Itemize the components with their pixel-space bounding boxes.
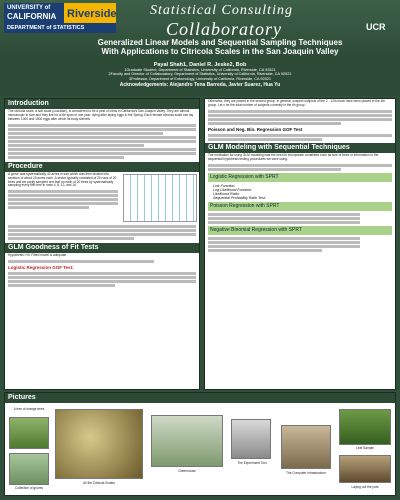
text-line [8,152,196,155]
pictures-section [4,392,396,496]
photo-orange-tree [9,417,49,449]
center-name-line-2: Collaboratory [166,19,283,39]
left-column [4,98,200,390]
text-line [8,284,115,287]
right-column [204,98,396,390]
logistic-sprt-subheading: Logistic Regression with SPRT [208,173,392,182]
gof-heading: GLM Goodness of Fit Tests [5,243,199,253]
text-line [8,229,196,232]
affiliation-2: 2Faculty and Director of Collaboratory, Department of Statistics, University of California, Riverside, CA 92521 [108,72,292,77]
gof-hypothesis: Hypothesis: H0: Fitted model is adequate [8,252,67,257]
text-line [208,164,392,167]
caption-groves: Collection of groves [15,486,43,490]
caption-orange-tree: A tree of orange trees [13,407,45,411]
introduction-heading: Introduction [5,99,199,109]
photo-greenhouse [151,415,223,467]
poisson-gof-subheading: Poisson and Neg. Bin. Regression GOF Test [208,126,303,132]
title-line-2: With Applications to Citricola Scales in the San Joaquin Valley [101,47,339,56]
link-function-label: Link Function: [213,183,236,188]
author-band [0,60,400,96]
text-line [8,202,118,205]
text-line [8,124,196,127]
text-line [208,241,360,244]
center-name-line-1: Statistical Consulting [150,3,293,18]
text-line [8,198,118,201]
text-line [208,237,360,240]
negbin-sprt-subheading: Negative Binomial Regression with SPRT [208,226,392,235]
text-line [208,118,392,121]
photo-leaf-sample [339,409,391,445]
caption-citricola-scales: All the Citricola Scales [83,481,115,485]
acknowledgements: Acknowledgements: Alejandro Tena Barreda, Javier Suarez, Hua Yu [119,82,281,89]
text-line [208,110,392,113]
photo-experiment-tool [231,419,271,459]
sprt-label: Sequential Probability Ratio Test: [213,195,266,200]
text-line [208,114,392,117]
campus-name: Riverside [64,3,116,25]
text-line [208,122,341,125]
text-line [208,245,360,248]
introduction-text: The citricola scale, a soft scale (coccidae), is considered to be a pest of citrus in California's San Joaquin Valley. They are almost microscopic in size and they live for a life span of one year, dying after laying eggs in the Spring. Each female citricola scale can lay between 1000 and 1500 eggs after which its body shrivels. [8,109,194,121]
text-line [8,136,196,139]
text-line [208,221,360,224]
log-likelihood-label: Log-Likelihood Function: [213,187,253,192]
affiliation-1: 1Graduate Student, Department of Statistics, University of California, Riverside, CA 92521 [124,68,276,72]
text-line [8,148,196,151]
text-line [8,190,118,193]
photo-pots [339,455,391,483]
poster-header [0,0,400,60]
text-line [8,233,196,236]
text-line [8,225,196,228]
affiliation-3: 3Professor, Department of Entomology, University of California, Riverside, CA 92521 [129,76,271,81]
university-name [4,3,64,25]
text-line [8,132,163,135]
text-line [8,156,124,159]
caption-leaf-sample: Leaf Sample [356,446,374,450]
caption-computer: The Computer Infrastructure [285,471,327,475]
poster-title [60,38,380,56]
text-line [8,280,196,283]
procedure-heading: Procedure [5,162,199,172]
likelihood-ratio-label: Likelihood Ratio: [213,191,240,196]
gof-logistic-subheading: Logistic Regression GOF Test: [8,264,74,270]
poisson-sprt-subheading: Poisson Regression with SPRT [208,202,392,211]
text-line [8,206,89,209]
text-line [208,138,322,141]
university-line-1: UNIVERSITY of [7,5,51,11]
text-line [8,140,196,143]
department-name: DEPARTMENT of STATISTICS [4,23,116,33]
text-line [8,237,134,240]
university-line-2: CALIFORNIA [7,12,57,21]
picture-row [5,405,397,495]
procedure-figure [123,174,197,222]
text-line [8,128,196,131]
text-line [8,144,144,147]
text-line [8,276,196,279]
author-names: Payal Shah1, Daniel R. Jeske2, Bob [153,62,247,68]
pictures-heading: Pictures [5,393,395,403]
procedure-text: A grove was systematically 40 acres in size which was then divided into sections of about 16 acres each. A sector typically consisted of 20 rows of 20 trees and we partly sampled one leaf on each of 20 trees by systematically sampling every fifth tree in rows 4, 8, 12, and 16. [8,171,117,188]
caption-pots: Laying out the pots [351,485,379,489]
intro-continued-text: Otherwise, they are placed in the second group. In general, suspect subjects of the 2 - 12th block have been placed in the 4th group. Let n be the total number of subjects currently in the ith group. [208,99,386,107]
photo-computer [281,425,331,469]
ucr-logo: UCR [366,22,386,32]
title-line-1: Generalized Linear Models and Sequential Sampling Techniques [97,38,343,47]
text-line [208,134,392,137]
text-line [8,194,118,197]
text-line [8,260,154,263]
caption-experiment-tool: The Experiment Tool [237,461,267,465]
caption-greenhouse: Greenhouse [178,469,196,473]
text-line [208,168,341,171]
text-line [8,272,196,275]
photo-citricola-scales [55,409,143,479]
glm-sequential-text: The motivation for using GLM modeling was the need to incorporate covariates such as size of trees or information in the sequential hypothesis testing procedures we were using. [208,152,379,161]
text-line [208,217,360,220]
photo-groves [9,453,49,485]
text-line [208,249,322,252]
text-line [208,213,360,216]
glm-sequential-heading: GLM Modeling with Sequential Techniques [205,143,395,153]
